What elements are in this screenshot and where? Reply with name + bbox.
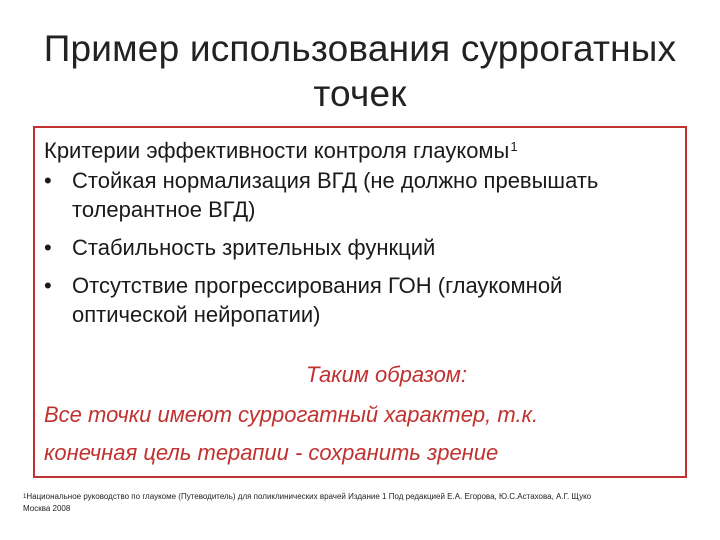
list-item xyxy=(44,233,684,262)
footnote-line-1 xyxy=(23,491,703,503)
list-item-text: Стабильность зрительных функций xyxy=(72,235,436,260)
conclusion-line-1: Все точки имеют суррогатный характер, т.к. xyxy=(44,402,539,427)
bullet-icon: • xyxy=(44,168,52,193)
conclusion-text xyxy=(44,396,684,472)
criteria-list xyxy=(44,166,684,338)
footnote-line-2: Москва 2008 xyxy=(23,504,71,513)
slide-title xyxy=(20,26,700,116)
criteria-heading-text: Критерии эффективности контроля глаукомы xyxy=(44,138,510,163)
list-item-text: Отсутствие прогрессирования ГОН (глаукомной оптической нейропатии) xyxy=(72,273,563,327)
footnote-text: Национальное руководство по глаукоме (Путеводитель) для поликлинических врачей Издание 1 Под редакцией Е.А. Егорова, Ю.С.Астахова, А.Г. Щуко xyxy=(26,492,592,501)
conclusion-line-2: конечная цель терапии - сохранить зрение xyxy=(44,440,499,465)
criteria-heading xyxy=(44,136,518,166)
bullet-icon: • xyxy=(44,273,52,298)
slide-title-line-2: точек xyxy=(313,73,407,114)
content-box xyxy=(33,126,687,478)
footnote-marker: 1 xyxy=(23,494,27,500)
slide-title-line-1: Пример использования суррогатных xyxy=(43,28,677,69)
conclusion-heading xyxy=(35,360,673,390)
bullet-icon: • xyxy=(44,235,52,260)
list-item xyxy=(44,166,684,224)
criteria-footnote-marker: 1 xyxy=(510,139,518,154)
conclusion-heading-text: Таким образом: xyxy=(305,362,467,387)
footnote xyxy=(23,491,703,515)
list-item-text: Стойкая нормализация ВГД (не должно превышать толерантное ВГД) xyxy=(72,168,599,222)
list-item xyxy=(44,271,684,329)
